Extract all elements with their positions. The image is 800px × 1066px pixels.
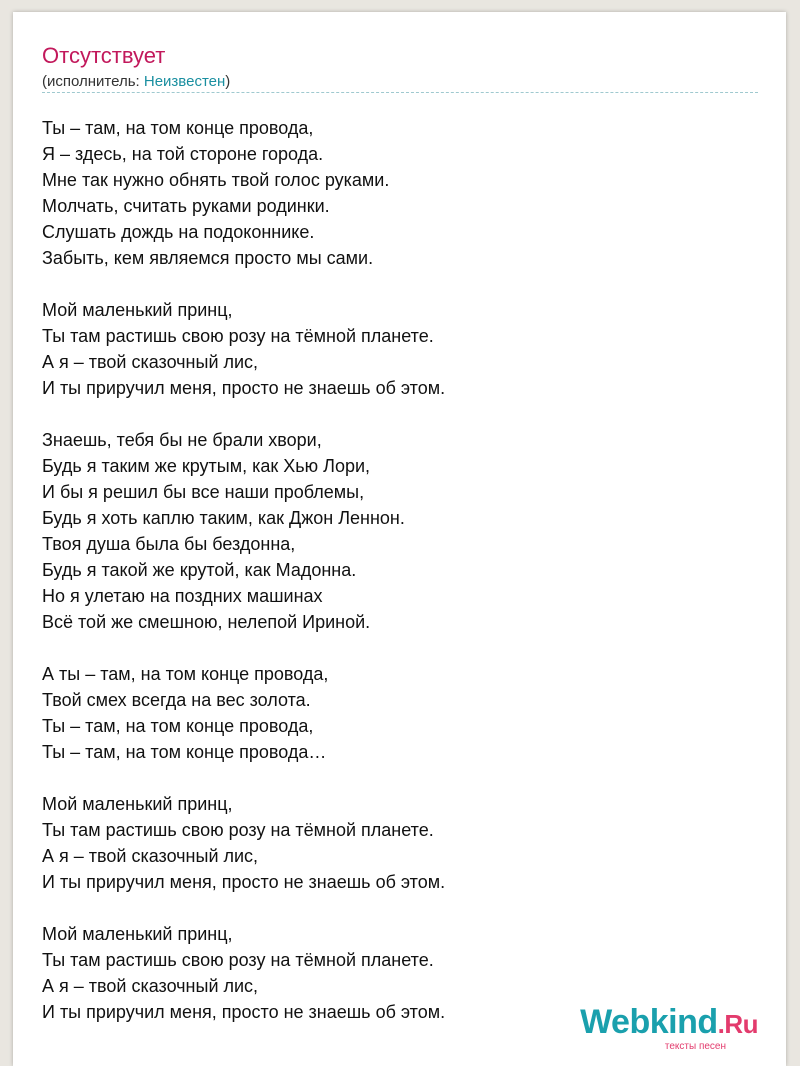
artist-name-link[interactable]: Неизвестен bbox=[143, 73, 226, 90]
lyrics-line: Ты – там, на том конце провода… bbox=[42, 742, 327, 762]
lyrics-line: Но я улетаю на поздних машинах bbox=[42, 586, 323, 606]
lyrics-line: А я – твой сказочный лис, bbox=[42, 352, 259, 372]
lyrics-line: И ты приручил меня, просто не знаешь об этом. bbox=[42, 378, 446, 398]
lyrics-stanza bbox=[42, 661, 758, 765]
lyrics-line: И ты приручил меня, просто не знаешь об этом. bbox=[42, 872, 446, 892]
lyrics-line: А ты – там, на том конце провода, bbox=[42, 664, 329, 684]
lyrics-line: Ты там растишь свою розу на тёмной планете. bbox=[42, 820, 434, 840]
lyrics-line: Мой маленький принц, bbox=[42, 300, 233, 320]
lyrics-line: И ты приручил меня, просто не знаешь об этом. bbox=[42, 1002, 446, 1022]
lyrics-line: Ты – там, на том конце провода, bbox=[42, 716, 314, 736]
lyrics-sheet bbox=[13, 12, 786, 1066]
lyrics-line: Ты там растишь свою розу на тёмной планете. bbox=[42, 326, 434, 346]
song-header bbox=[42, 42, 758, 92]
artist-suffix: ) bbox=[225, 73, 231, 90]
lyrics-line: А я – твой сказочный лис, bbox=[42, 846, 259, 866]
lyrics-line: Будь я хоть каплю таким, как Джон Леннон. bbox=[42, 508, 405, 528]
header-divider bbox=[42, 92, 758, 93]
logo-wordmark bbox=[580, 1005, 758, 1041]
lyrics-line: Ты там растишь свою розу на тёмной планете. bbox=[42, 950, 434, 970]
lyrics-line: Твоя душа была бы бездонна, bbox=[42, 534, 296, 554]
lyrics-line: Слушать дождь на подоконнике. bbox=[42, 222, 315, 242]
lyrics-stanza bbox=[42, 427, 758, 635]
lyrics-line: Я – здесь, на той стороне города. bbox=[42, 144, 324, 164]
lyrics-line: Будь я таким же крутым, как Хью Лори, bbox=[42, 456, 371, 476]
lyrics-line: Забыть, кем являемся просто мы сами. bbox=[42, 248, 374, 268]
lyrics-line: И бы я решил бы все наши проблемы, bbox=[42, 482, 365, 502]
artist-line bbox=[42, 72, 758, 92]
logo-web-text: Webkind bbox=[580, 1003, 718, 1041]
lyrics-line: Всё той же смешною, нелепой Ириной. bbox=[42, 612, 371, 632]
lyrics-line: Знаешь, тебя бы не брали хвори, bbox=[42, 430, 322, 450]
lyrics-line: Будь я такой же крутой, как Мадонна. bbox=[42, 560, 357, 580]
lyrics-line: Твой смех всегда на вес золота. bbox=[42, 690, 311, 710]
lyrics-body bbox=[42, 115, 758, 1051]
lyrics-line: Молчать, считать руками родинки. bbox=[42, 196, 330, 216]
lyrics-line: Мой маленький принц, bbox=[42, 794, 233, 814]
lyrics-line: А я – твой сказочный лис, bbox=[42, 976, 259, 996]
lyrics-stanza bbox=[42, 791, 758, 895]
lyrics-line: Мой маленький принц, bbox=[42, 924, 233, 944]
lyrics-line: Мне так нужно обнять твой голос руками. bbox=[42, 170, 390, 190]
logo-ru-text: .Ru bbox=[717, 1009, 758, 1039]
lyrics-stanza bbox=[42, 297, 758, 401]
lyrics-stanza bbox=[42, 115, 758, 271]
webkind-logo[interactable] bbox=[580, 1005, 758, 1052]
logo-tagline: тексты песен bbox=[664, 1041, 726, 1052]
lyrics-line: Ты – там, на том конце провода, bbox=[42, 118, 314, 138]
song-title: Отсутствует bbox=[42, 43, 166, 68]
artist-prefix: (исполнитель: bbox=[42, 73, 144, 90]
